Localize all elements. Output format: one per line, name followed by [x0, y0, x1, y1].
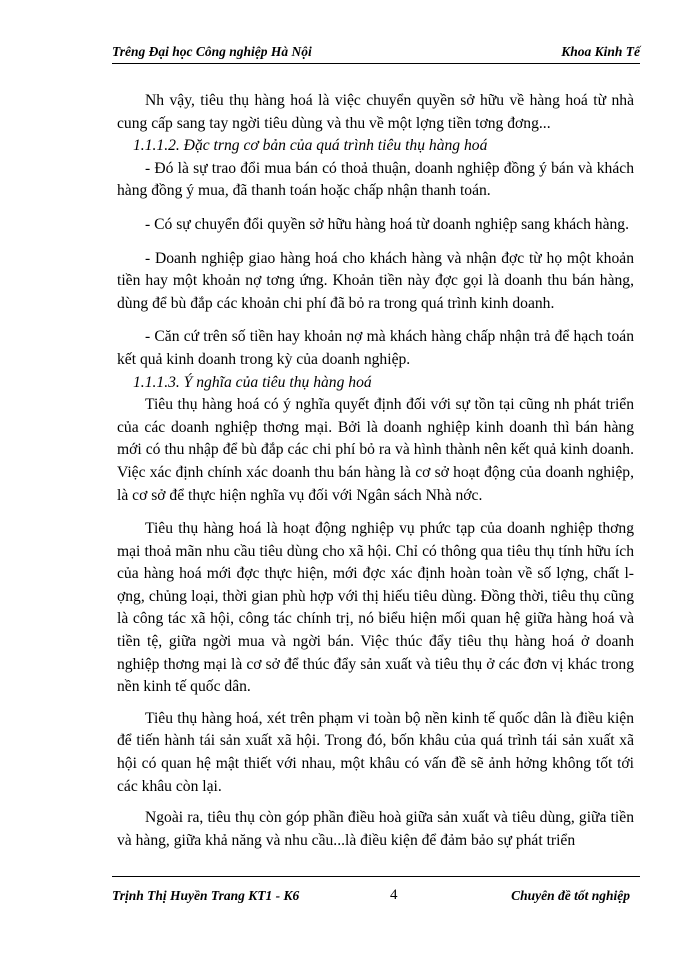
header-rule	[112, 63, 640, 64]
header-faculty: Khoa Kinh Tế	[561, 44, 640, 59]
section-heading-1-1-1-2: 1.1.1.2. Đặc trng cơ bản của quá trình tiêu thụ hàng hoá	[133, 137, 488, 155]
body-paragraph-1: Tiêu thụ hàng hoá có ý nghĩa quyết định đối với sự tồn tại cũng nh phát triển của các doanh nghiệp thơng mại. Bởi là doanh nghiệp kinh doanh thì bán hàng mới có thu nhập để bù đắp các chi phí bỏ ra và hình thành nên kết quả kinh doanh. Việc xác định chính xác doanh thu bán hàng là cơ sở hoạt động của doanh nghiệp, là cơ sở để thực hiện nghĩa vụ đối với Ngân sách Nhà nớc.	[117, 396, 634, 504]
body-paragraph-3: Tiêu thụ hàng hoá, xét trên phạm vi toàn bộ nền kinh tế quốc dân là điều kiện để tiến hành tái sản xuất xã hội. Trong đó, bốn khâu của quá trình tái sản xuất xã hội có quan hệ mật thiết với nhau, một khâu có vấn đề sẽ ảnh hởng không tốt tới các khâu còn lại.	[117, 709, 634, 795]
feature-item-3: - Doanh nghiệp giao hàng hoá cho khách hàng và nhận đợc từ họ một khoản tiền hay một khoản nợ tơng ứng. Khoản tiền này đợc gọi là doanh thu bán hàng, dùng để bù đắp các khoản chi phí đã bỏ ra trong quá trình kinh doanh.	[117, 249, 634, 312]
intro-paragraph: Nh vậy, tiêu thụ hàng hoá là việc chuyển quyền sở hữu về hàng hoá từ nhà cung cấp sang tay ngời tiêu dùng và thu về một lợng tiền tơng đơng...	[117, 92, 634, 132]
page-footer	[112, 888, 640, 910]
footer-rule	[112, 876, 640, 877]
body-paragraph-4: Ngoài ra, tiêu thụ còn góp phần điều hoà giữa sản xuất và tiêu dùng, giữa tiền và hàng, giữa khả năng và nhu cầu...là điều kiện để đảm bảo sự phát triển	[117, 809, 634, 849]
feature-item-2: - Có sự chuyển đổi quyền sở hữu hàng hoá từ doanh nghiệp sang khách hàng.	[145, 215, 630, 233]
page-header	[112, 44, 640, 64]
section-heading-1-1-1-3: 1.1.1.3. Ý nghĩa của tiêu thụ hàng hoá	[133, 373, 372, 391]
header-institution: Trêng Đại học Công nghiệp Hà Nội	[112, 44, 312, 59]
footer-author: Trịnh Thị Huyền Trang KT1 - K6	[112, 888, 300, 903]
body-paragraph-2: Tiêu thụ hàng hoá là hoạt động nghiệp vụ phức tạp của doanh nghiệp thơng mại thoả mãn nhu cầu tiêu dùng cho xã hội. Chỉ có thông qua tiêu thụ tính hữu ích của hàng hoá mới đợc thực hiện, mới đợc xác định hoàn toàn về số lợng, chất lợng, chủng loại, thời gian phù hợp với thị hiếu tiêu dùng. Đồng thời, tiêu thụ cũng là công tác xã hội, công tác chính trị, nó biểu hiện mối quan hệ giữa hàng hoá và tiền tệ, giữa ngời mua và ngời bán. Việc thúc đẩy tiêu thụ hàng hoá ở doanh nghiệp thơng mại là cơ sở để thúc đẩy sản xuất và tiêu thụ ở các đơn vị khác trong nền kinh tế quốc dân.	[117, 520, 634, 696]
feature-item-4: - Căn cứ trên số tiền hay khoản nợ mà khách hàng chấp nhận trả để hạch toán kết quả kinh doanh trong kỳ của doanh nghiệp.	[117, 328, 634, 368]
page-number: 4	[390, 887, 398, 903]
body-text	[117, 90, 634, 852]
footer-title: Chuyên đề tốt nghiệp	[511, 888, 630, 903]
feature-item-1: - Đó là sự trao đổi mua bán có thoả thuận, doanh nghiệp đồng ý bán và khách hàng đồng ý mua, đã thanh toán hoặc chấp nhận thanh toán.	[117, 159, 634, 200]
